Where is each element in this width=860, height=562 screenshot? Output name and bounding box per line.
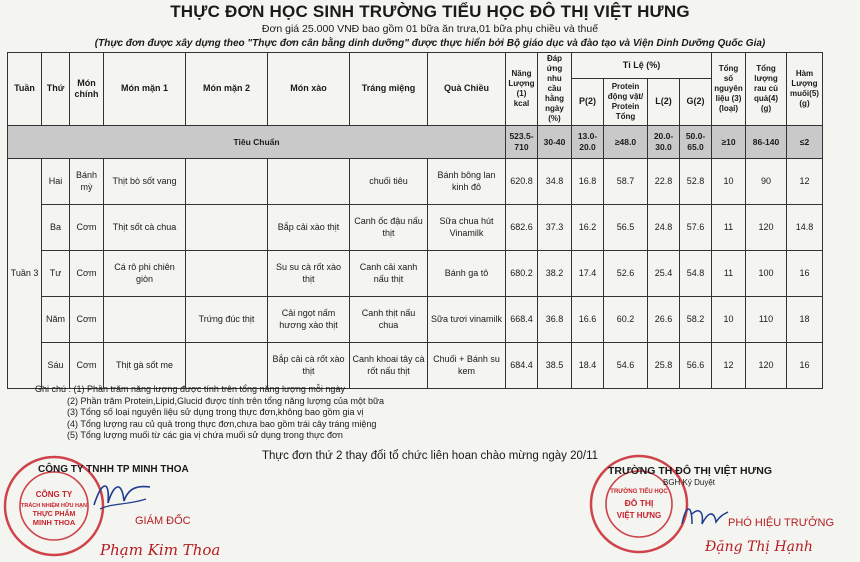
table-row xyxy=(8,297,823,343)
svg-text:VIỆT HƯNG: VIỆT HƯNG xyxy=(616,511,662,520)
note-line: (5) Tổng lượng muối từ các gia vị chứa muối sử dụng trong thực đơn xyxy=(67,430,343,441)
header-row xyxy=(8,53,823,79)
approved-label: BGH Ký Duyệt xyxy=(663,478,716,487)
cell-mon-man-2 xyxy=(186,343,268,389)
cell-nang-luong: 682.6 xyxy=(506,205,538,251)
table-row xyxy=(8,159,823,205)
cell-dap-ung: 37.3 xyxy=(538,205,572,251)
cell-muoi: 16 xyxy=(787,251,823,297)
cell-qua-chieu: Sữa chua hút Vinamilk xyxy=(428,205,506,251)
col-header-rau-cu-qua: Tổng lượng rau củ quả(4) (g) xyxy=(746,53,787,126)
week-label: Tuần 3 xyxy=(8,159,42,389)
standard-dap-ung: 30-40 xyxy=(538,126,572,159)
col-header-muoi: Hàm Lượng muối(5) (g) xyxy=(787,53,823,126)
standard-row xyxy=(8,126,823,159)
table-row xyxy=(8,251,823,297)
page-title: THỰC ĐƠN HỌC SINH TRƯỜNG TIỂU HỌC ĐÔ THỊ VIỆT HƯNG xyxy=(170,2,690,21)
cell-tong-nguyen-lieu: 10 xyxy=(712,159,746,205)
table-row xyxy=(8,343,823,389)
school-name: TRƯỜNG TH ĐÔ THỊ VIỆT HƯNG xyxy=(608,465,773,477)
cell-tong-nguyen-lieu: 12 xyxy=(712,343,746,389)
note-line: (4) Tổng lượng rau củ quả trong thực đơn,chưa bao gồm trái cây tráng miệng xyxy=(67,418,377,429)
cell-mon-man-2: Trứng đúc thịt xyxy=(186,297,268,343)
cell-nang-luong: 680.2 xyxy=(506,251,538,297)
cell-rau-cu-qua: 120 xyxy=(746,343,787,389)
col-header-tong-nguyen-lieu: Tổng số nguyên liệu (3) (loại) xyxy=(712,53,746,126)
standard-rau-cu-qua: 86-140 xyxy=(746,126,787,159)
cell-trang-mieng: Canh cải xanh nấu thịt xyxy=(350,251,428,297)
cell-p: 17.4 xyxy=(572,251,604,297)
standard-l: 20.0-30.0 xyxy=(648,126,680,159)
cell-g: 54.8 xyxy=(680,251,712,297)
col-header-nang-luong: Năng Lượng (1) kcal xyxy=(506,53,538,126)
cell-dap-ung: 36.8 xyxy=(538,297,572,343)
cell-mon-chinh: Cơm xyxy=(70,251,104,297)
col-header-l: L(2) xyxy=(648,78,680,125)
cell-g: 57.6 xyxy=(680,205,712,251)
cell-tong-nguyen-lieu: 11 xyxy=(712,251,746,297)
cell-mon-man-2 xyxy=(186,205,268,251)
cell-rau-cu-qua: 110 xyxy=(746,297,787,343)
cell-qua-chieu: Sữa tươi vinamilk xyxy=(428,297,506,343)
col-header-mon-chinh: Món chính xyxy=(70,53,104,126)
standard-g: 50.0-65.0 xyxy=(680,126,712,159)
standard-p: 13.0-20.0 xyxy=(572,126,604,159)
cell-tong-nguyen-lieu: 11 xyxy=(712,205,746,251)
cell-g: 52.8 xyxy=(680,159,712,205)
col-header-thu: Thứ xyxy=(42,53,70,126)
cell-l: 22.8 xyxy=(648,159,680,205)
cell-p: 16.2 xyxy=(572,205,604,251)
svg-text:TRƯỜNG TIỂU HỌC: TRƯỜNG TIỂU HỌC xyxy=(610,489,668,495)
cell-qua-chieu: Bánh ga tô xyxy=(428,251,506,297)
cell-mon-man-1: Thịt bò sốt vang xyxy=(104,159,186,205)
cell-g: 58.2 xyxy=(680,297,712,343)
cell-mon-xao: Bắp cải cà rốt xào thịt xyxy=(268,343,350,389)
cell-muoi: 14.8 xyxy=(787,205,823,251)
cell-trang-mieng: Canh khoai tây cà rốt nấu thịt xyxy=(350,343,428,389)
cell-dap-ung: 34.8 xyxy=(538,159,572,205)
col-header-mon-man-2: Món mặn 2 xyxy=(186,53,268,126)
cell-thu: Sáu xyxy=(42,343,70,389)
table-row xyxy=(8,205,823,251)
cell-mon-man-1: Thịt sốt cà chua xyxy=(104,205,186,251)
menu-table xyxy=(7,52,823,389)
cell-mon-chinh: Cơm xyxy=(70,205,104,251)
standard-muoi: ≤2 xyxy=(787,126,823,159)
cell-trang-mieng: Canh ốc đậu nấu thịt xyxy=(350,205,428,251)
cell-l: 26.6 xyxy=(648,297,680,343)
director-signature xyxy=(92,475,152,515)
svg-text:TRÁCH NHIỆM HỮU HẠN: TRÁCH NHIỆM HỮU HẠN xyxy=(21,503,87,509)
standard-nang-luong: 523.5-710 xyxy=(506,126,538,159)
col-header-mon-xao: Món xào xyxy=(268,53,350,126)
cell-muoi: 16 xyxy=(787,343,823,389)
cell-l: 24.8 xyxy=(648,205,680,251)
col-header-protein-dv: Protein động vật/ Protein Tổng xyxy=(604,78,648,125)
cell-qua-chieu: Bánh bông lan kinh đô xyxy=(428,159,506,205)
col-header-p: P(2) xyxy=(572,78,604,125)
cell-rau-cu-qua: 120 xyxy=(746,205,787,251)
vice-principal-signature xyxy=(680,498,730,534)
cell-p: 16.6 xyxy=(572,297,604,343)
cell-thu: Ba xyxy=(42,205,70,251)
standard-label: Tiêu Chuẩn xyxy=(8,126,506,159)
cell-muoi: 18 xyxy=(787,297,823,343)
cell-nang-luong: 684.4 xyxy=(506,343,538,389)
standard-protein-dv: ≥48.0 xyxy=(604,126,648,159)
col-header-qua-chieu: Quà Chiều xyxy=(428,53,506,126)
cell-thu: Tư xyxy=(42,251,70,297)
col-header-tuan: Tuần xyxy=(8,53,42,126)
notes-block xyxy=(35,384,384,442)
cell-mon-man-2 xyxy=(186,159,268,205)
svg-text:MINH THOA: MINH THOA xyxy=(32,518,76,527)
col-header-trang-mieng: Tráng miệng xyxy=(350,53,428,126)
cell-mon-xao: Bắp cải xào thịt xyxy=(268,205,350,251)
cell-tong-nguyen-lieu: 10 xyxy=(712,297,746,343)
cell-p: 16.8 xyxy=(572,159,604,205)
col-header-g: G(2) xyxy=(680,78,712,125)
vice-principal-title: PHÓ HIỆU TRƯỞNG xyxy=(728,517,835,529)
director-title: GIÁM ĐỐC xyxy=(135,515,191,527)
cell-rau-cu-qua: 90 xyxy=(746,159,787,205)
cell-rau-cu-qua: 100 xyxy=(746,251,787,297)
col-header-mon-man-1: Món mặn 1 xyxy=(104,53,186,126)
svg-text:ĐÔ THỊ: ĐÔ THỊ xyxy=(624,498,654,508)
cell-mon-man-1 xyxy=(104,297,186,343)
vice-principal-name: Đặng Thị Hạnh xyxy=(705,539,813,555)
cell-nang-luong: 620.8 xyxy=(506,159,538,205)
cell-dap-ung: 38.5 xyxy=(538,343,572,389)
director-name: Phạm Kim Thoa xyxy=(100,541,221,559)
standard-tong-nguyen-lieu: ≥10 xyxy=(712,126,746,159)
cell-protein-dv: 56.5 xyxy=(604,205,648,251)
svg-text:CÔNG TY: CÔNG TY xyxy=(35,490,73,499)
source-note: (Thực đơn được xây dựng theo "Thực đơn cân bằng dinh dưỡng" được thực hiển bởi Bộ giáo dục và đào tạo và Viện Dinh Dưỡng Quốc Gia) xyxy=(94,38,766,49)
cell-mon-man-1: Cá rô phi chiên giòn xyxy=(104,251,186,297)
cell-l: 25.4 xyxy=(648,251,680,297)
col-header-dap-ung: Đáp ứng nhu cầu hằng ngày (%) xyxy=(538,53,572,126)
cell-nang-luong: 668.4 xyxy=(506,297,538,343)
cell-mon-man-1: Thịt gà sốt me xyxy=(104,343,186,389)
cell-protein-dv: 52.6 xyxy=(604,251,648,297)
cell-thu: Hai xyxy=(42,159,70,205)
col-header-ti-le: Tỉ Lệ (%) xyxy=(572,53,712,79)
cell-mon-chinh: Bánh mỳ xyxy=(70,159,104,205)
cell-mon-chinh: Cơm xyxy=(70,343,104,389)
cell-p: 18.4 xyxy=(572,343,604,389)
cell-mon-chinh: Cơm xyxy=(70,297,104,343)
cell-g: 56.6 xyxy=(680,343,712,389)
cell-trang-mieng: chuối tiêu xyxy=(350,159,428,205)
price-line: Đơn giá 25.000 VNĐ bao gồm 01 bữa ăn trưa,01 bữa phụ chiều và thuế xyxy=(261,23,599,35)
cell-trang-mieng: Canh thịt nấu chua xyxy=(350,297,428,343)
event-note: Thực đơn thứ 2 thay đổi tổ chức liên hoan chào mừng ngày 20/11 xyxy=(261,450,599,462)
cell-dap-ung: 38.2 xyxy=(538,251,572,297)
cell-thu: Năm xyxy=(42,297,70,343)
cell-l: 25.8 xyxy=(648,343,680,389)
cell-muoi: 12 xyxy=(787,159,823,205)
note-line: (2) Phần trăm Protein,Lipid,Glucid được tính trên tổng năng lượng của một bữa xyxy=(67,395,385,406)
cell-mon-xao: Su su cà rốt xào thịt xyxy=(268,251,350,297)
cell-mon-xao xyxy=(268,159,350,205)
cell-protein-dv: 58.7 xyxy=(604,159,648,205)
note-line: Ghi chú : (1) Phần trăm năng lượng được tính trên tổng năng lượng mỗi ngày xyxy=(35,384,345,394)
company-name: CÔNG TY TNHH TP MINH THOA xyxy=(38,464,189,475)
cell-mon-man-2 xyxy=(186,251,268,297)
cell-protein-dv: 54.6 xyxy=(604,343,648,389)
cell-qua-chieu: Chuối + Bánh su kem xyxy=(428,343,506,389)
cell-protein-dv: 60.2 xyxy=(604,297,648,343)
note-line: (3) Tổng số loại nguyên liệu sử dụng trong thực đơn,không bao gồm gia vị xyxy=(67,407,364,418)
svg-text:THỰC PHẨM: THỰC PHẨM xyxy=(32,511,76,518)
cell-mon-xao: Cải ngọt nấm hương xào thịt xyxy=(268,297,350,343)
